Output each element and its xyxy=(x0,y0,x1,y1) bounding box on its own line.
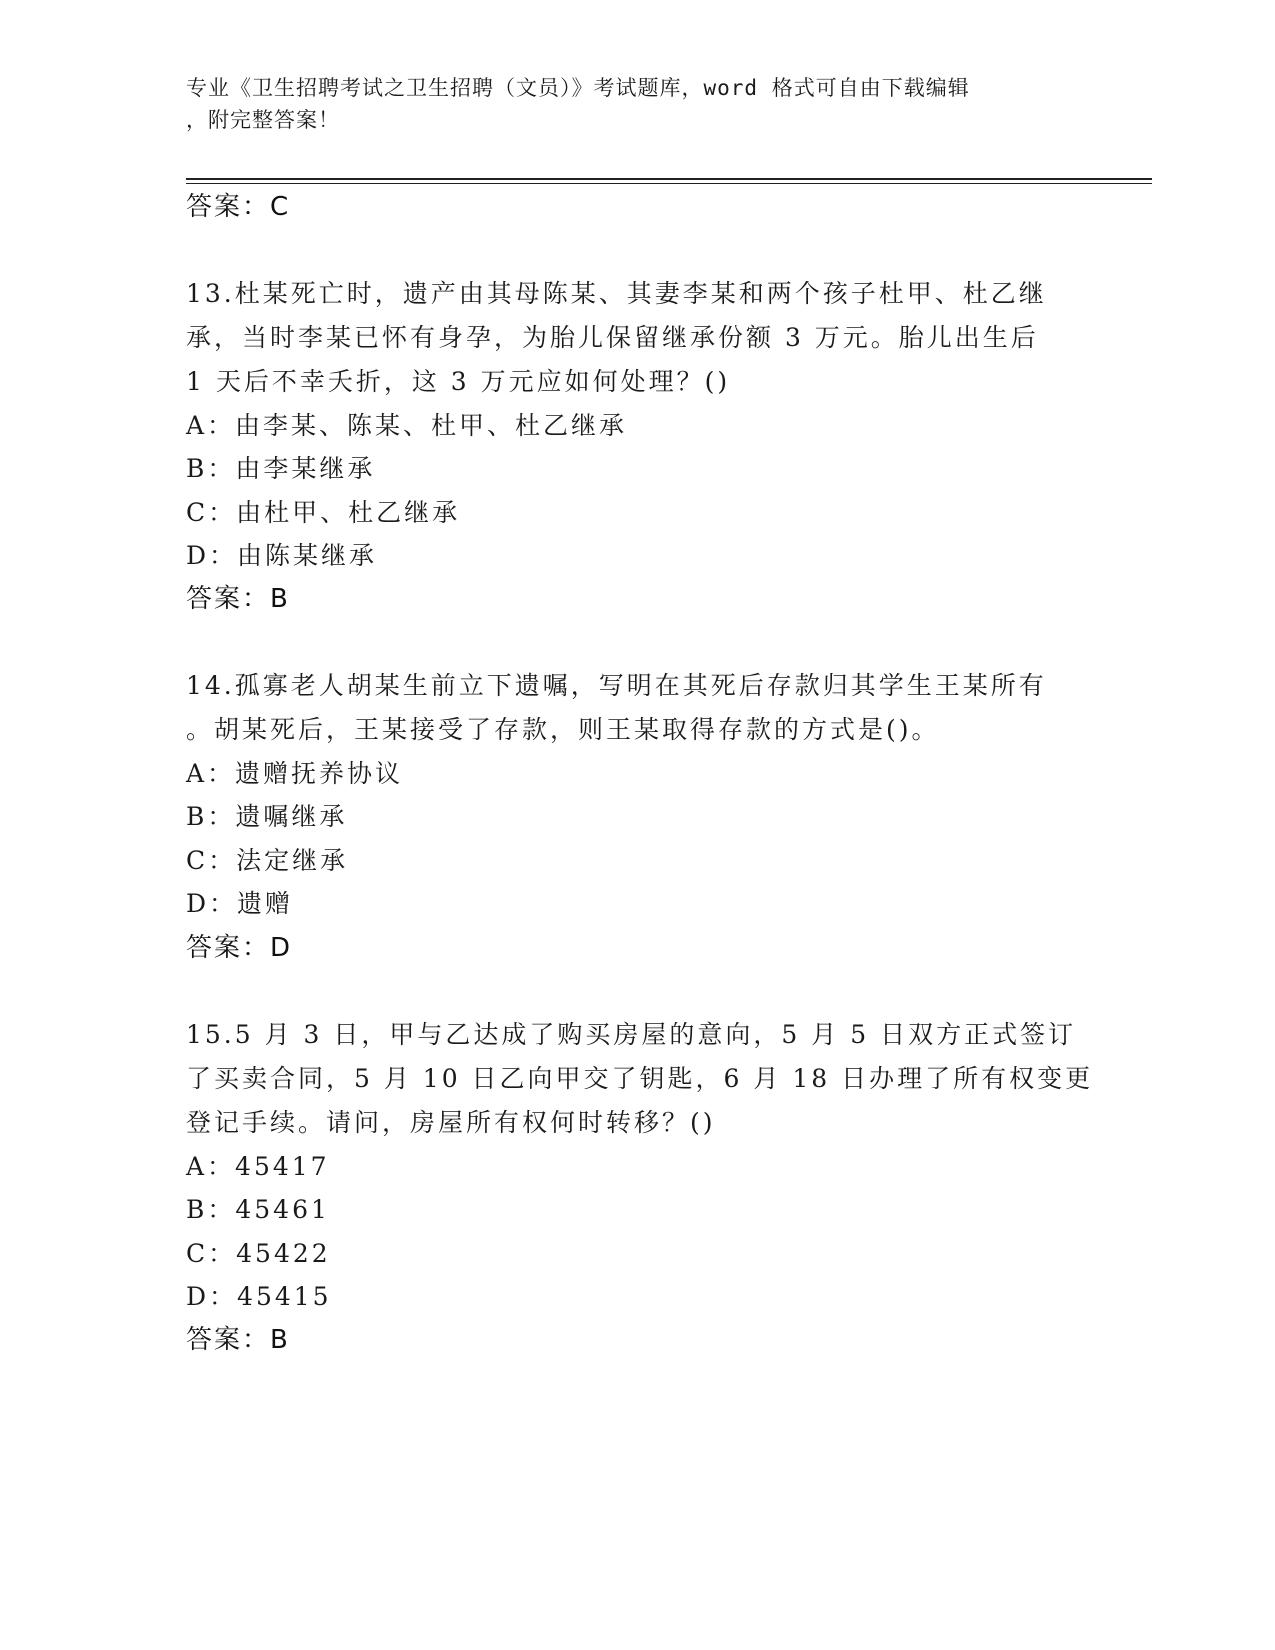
question-15-line-2: 了买卖合同，5 月 10 日乙向甲交了钥匙，6 月 18 日办理了所有权变更 xyxy=(186,1064,1094,1093)
question-13-option-b: B：由李某继承 xyxy=(186,454,376,483)
previous-answer: 答案：C xyxy=(186,192,291,222)
question-14-option-a: A：遗赠抚养协议 xyxy=(186,759,404,788)
question-14-option-b: B：遗嘱继承 xyxy=(186,802,348,831)
question-14-answer: 答案：D xyxy=(186,933,293,963)
question-13-answer: 答案：B xyxy=(186,584,290,614)
header-line-2: ，附完整答案！ xyxy=(186,108,340,132)
question-13-line-2: 承，当时李某已怀有身孕，为胎儿保留继承份额 3 万元。胎儿出生后 xyxy=(186,323,1039,352)
question-14-option-c: C：法定继承 xyxy=(186,846,349,875)
question-13-line-3: 1 天后不幸夭折，这 3 万元应如何处理？() xyxy=(186,367,731,396)
question-15-option-b: B：45461 xyxy=(186,1195,330,1224)
question-14-line-1: 14.孤寡老人胡某生前立下遗嘱，写明在其死后存款归其学生王某所有 xyxy=(186,671,1047,700)
question-15-line-3: 登记手续。请问，房屋所有权何时转移？() xyxy=(186,1108,716,1137)
question-13-option-d: D：由陈某继承 xyxy=(186,541,378,570)
question-15-option-a: A：45417 xyxy=(186,1152,330,1181)
question-14-option-d: D：遗赠 xyxy=(186,889,294,918)
question-14-line-2: 。胡某死后，王某接受了存款，则王某取得存款的方式是()。 xyxy=(186,715,940,744)
question-15-option-d: D：45415 xyxy=(186,1282,332,1311)
question-15-answer: 答案：B xyxy=(186,1325,290,1355)
header-rule-thick xyxy=(186,178,1152,180)
document-header xyxy=(186,72,1066,136)
question-13-option-a: A：由李某、陈某、杜甲、杜乙继承 xyxy=(186,411,628,440)
question-13-option-c: C：由杜甲、杜乙继承 xyxy=(186,498,461,527)
question-15-option-c: C：45422 xyxy=(186,1239,331,1268)
question-15-line-1: 15.5 月 3 日，甲与乙达成了购买房屋的意向，5 月 5 日双方正式签订 xyxy=(186,1020,1077,1049)
header-rule-thin xyxy=(186,183,1152,184)
question-13-line-1: 13.杜某死亡时，遗产由其母陈某、其妻李某和两个孩子杜甲、杜乙继 xyxy=(186,279,1047,308)
header-line-1: 专业《卫生招聘考试之卫生招聘（文员）》考试题库，word 格式可自由下载编辑 xyxy=(186,76,970,100)
